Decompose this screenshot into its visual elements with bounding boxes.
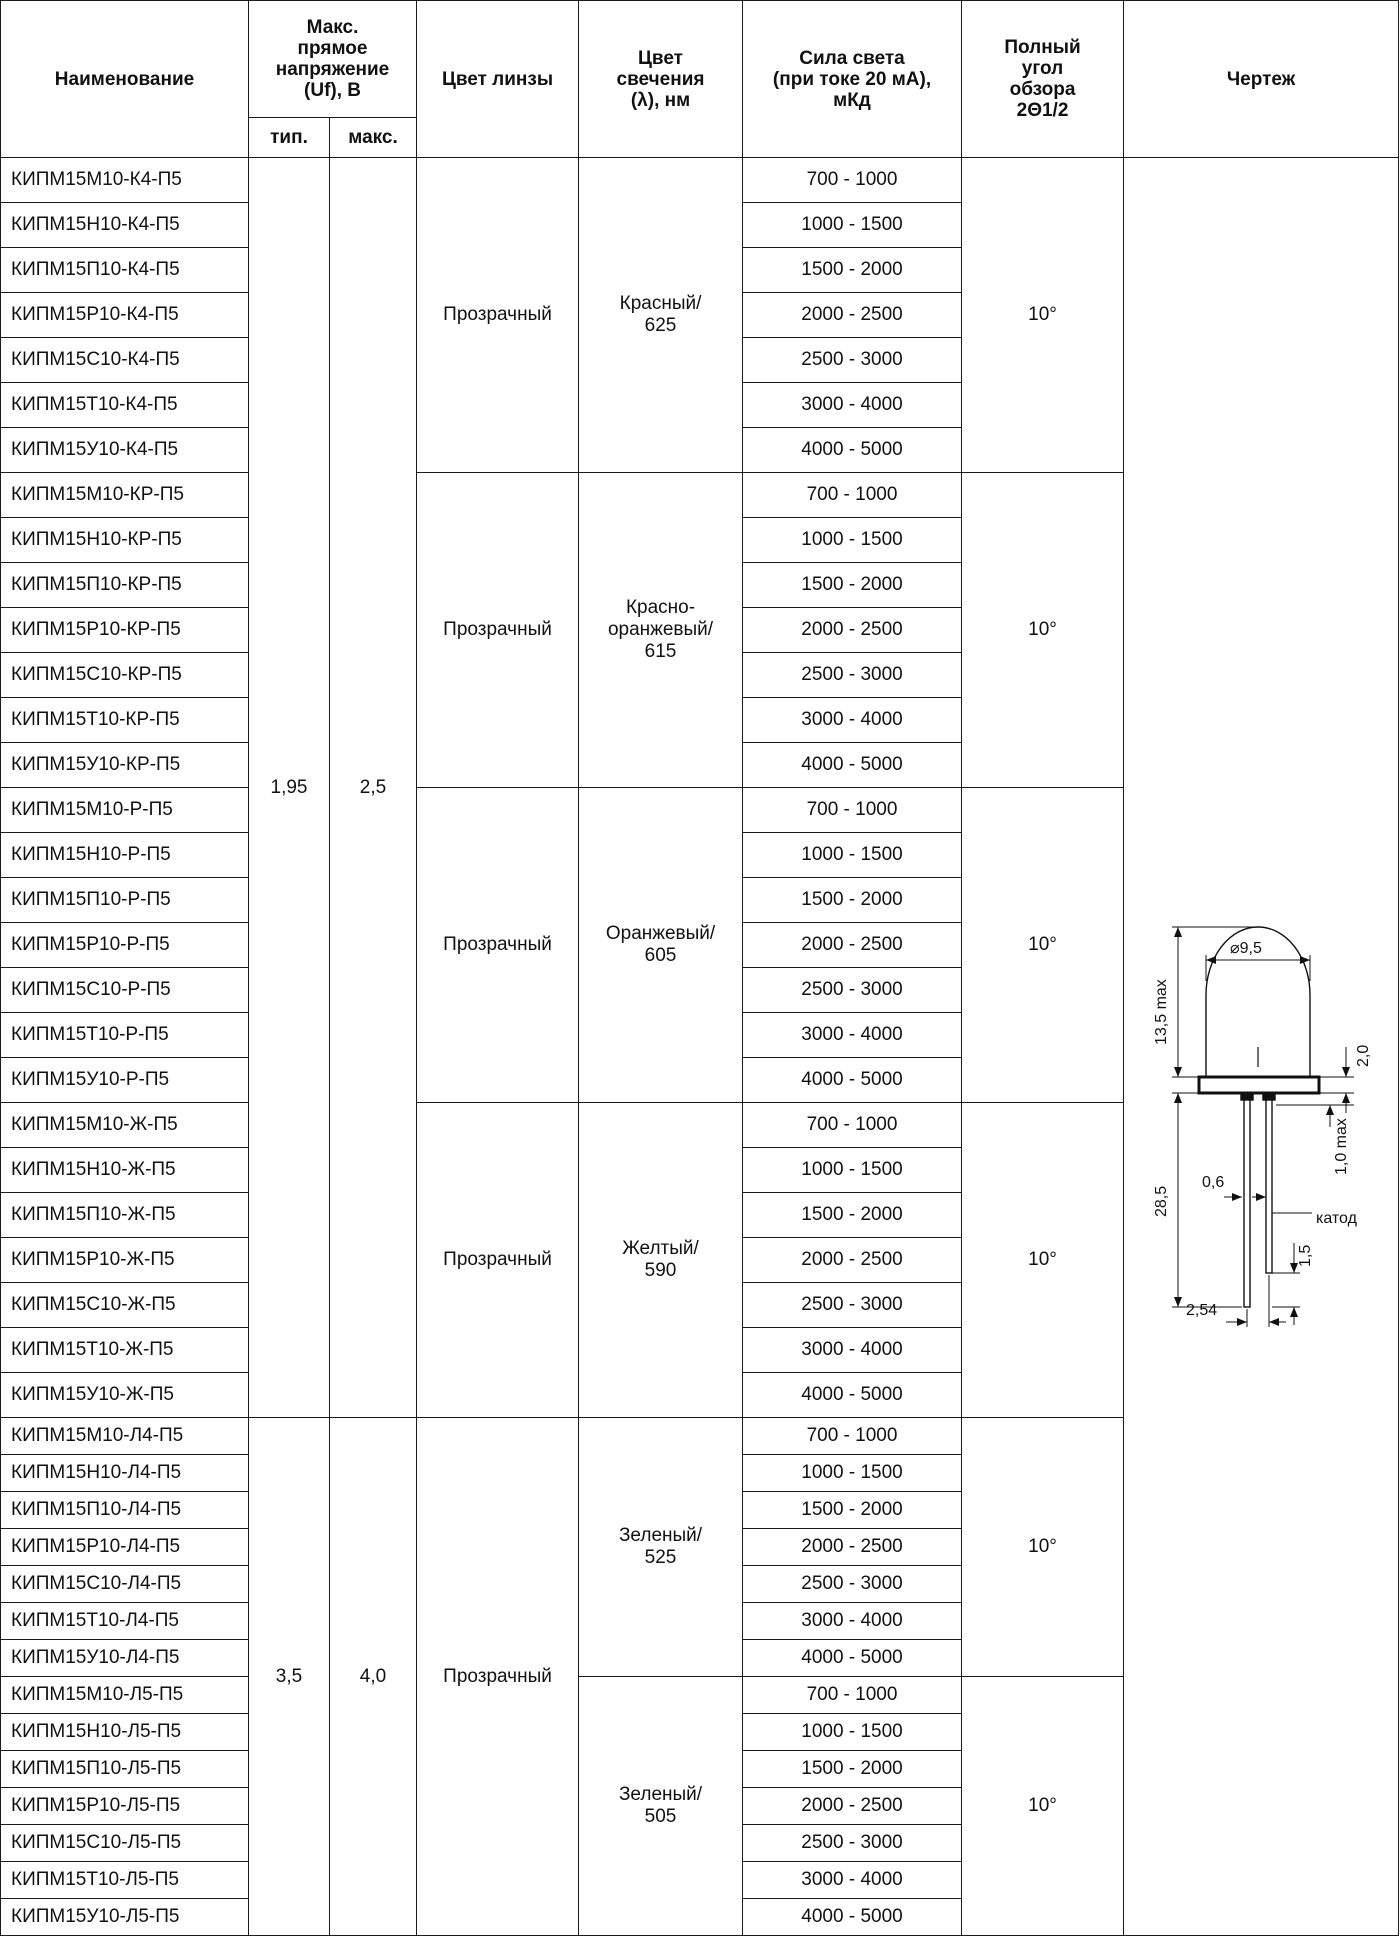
- table-body: [1, 158, 1399, 1936]
- led-dimension-drawing: [1126, 767, 1396, 1327]
- luminous-intensity: 4000 - 5000: [743, 1640, 962, 1677]
- luminous-intensity: 2500 - 3000: [743, 1566, 962, 1603]
- product-name: КИПМ15П10-Ж-П5: [1, 1193, 249, 1238]
- luminous-intensity: 1500 - 2000: [743, 563, 962, 608]
- luminous-intensity: 2500 - 3000: [743, 1283, 962, 1328]
- lens-color: Прозрачный: [417, 473, 579, 788]
- view-angle: 10°: [962, 788, 1124, 1103]
- product-name: КИПМ15С10-К4-П5: [1, 338, 249, 383]
- product-name: КИПМ15С10-КР-П5: [1, 653, 249, 698]
- dim-lead-length: 28,5: [1153, 1185, 1171, 1217]
- cathode-label: катод: [1316, 1209, 1357, 1227]
- product-name: КИПМ15У10-КР-П5: [1, 743, 249, 788]
- header-view-angle: Полный угол обзора 2Θ1/2: [962, 1, 1124, 158]
- luminous-intensity: 4000 - 5000: [743, 1373, 962, 1418]
- product-name: КИПМ15П10-Л4-П5: [1, 1492, 249, 1529]
- view-angle: 10°: [962, 473, 1124, 788]
- luminous-intensity: 1500 - 2000: [743, 1193, 962, 1238]
- luminous-intensity: 3000 - 4000: [743, 1013, 962, 1058]
- product-name: КИПМ15С10-Л5-П5: [1, 1825, 249, 1862]
- glow-color: Желтый/ 590: [579, 1103, 743, 1418]
- product-name: КИПМ15У10-Л5-П5: [1, 1899, 249, 1936]
- luminous-intensity: 2000 - 2500: [743, 293, 962, 338]
- luminous-intensity: 3000 - 4000: [743, 1862, 962, 1899]
- luminous-intensity: 2500 - 3000: [743, 968, 962, 1013]
- luminous-intensity: 700 - 1000: [743, 788, 962, 833]
- product-name: КИПМ15Р10-К4-П5: [1, 293, 249, 338]
- luminous-intensity: 2500 - 3000: [743, 653, 962, 698]
- view-angle: 10°: [962, 1418, 1124, 1677]
- product-name: КИПМ15М10-Р-П5: [1, 788, 249, 833]
- product-name: КИПМ15М10-Л5-П5: [1, 1677, 249, 1714]
- header-drawing: Чертеж: [1124, 1, 1399, 158]
- luminous-intensity: 1500 - 2000: [743, 248, 962, 293]
- luminous-intensity: 700 - 1000: [743, 473, 962, 518]
- product-name: КИПМ15У10-Л4-П5: [1, 1640, 249, 1677]
- dim-lead-step: 1,5: [1297, 1244, 1315, 1267]
- glow-color: Оранжевый/ 605: [579, 788, 743, 1103]
- product-name: КИПМ15П10-КР-П5: [1, 563, 249, 608]
- luminous-intensity: 3000 - 4000: [743, 1603, 962, 1640]
- header-luminous-intensity: Сила света (при токе 20 мА), мКд: [743, 1, 962, 158]
- dim-pitch: 2,54: [1186, 1301, 1218, 1319]
- dim-flange-gap: 1,0 max: [1333, 1117, 1351, 1175]
- header-max: макс.: [330, 118, 417, 158]
- product-name: КИПМ15У10-К4-П5: [1, 428, 249, 473]
- view-angle: 10°: [962, 158, 1124, 473]
- voltage-typ: 3,5: [249, 1418, 330, 1936]
- drawing-cell: [1124, 158, 1399, 1936]
- dim-height: 13,5 max: [1153, 978, 1171, 1045]
- product-name: КИПМ15Р10-Л5-П5: [1, 1788, 249, 1825]
- luminous-intensity: 4000 - 5000: [743, 1058, 962, 1103]
- led-cathode-lead: [1266, 1093, 1272, 1273]
- luminous-intensity: 2500 - 3000: [743, 1825, 962, 1862]
- luminous-intensity: 2000 - 2500: [743, 1529, 962, 1566]
- lens-color: Прозрачный: [417, 1418, 579, 1936]
- luminous-intensity: 4000 - 5000: [743, 428, 962, 473]
- product-name: КИПМ15С10-Л4-П5: [1, 1566, 249, 1603]
- luminous-intensity: 2000 - 2500: [743, 1238, 962, 1283]
- voltage-max: 4,0: [330, 1418, 417, 1936]
- luminous-intensity: 1000 - 1500: [743, 518, 962, 563]
- product-name: КИПМ15М10-Ж-П5: [1, 1103, 249, 1148]
- product-name: КИПМ15С10-Ж-П5: [1, 1283, 249, 1328]
- luminous-intensity: 1000 - 1500: [743, 1148, 962, 1193]
- product-name: КИПМ15Р10-Р-П5: [1, 923, 249, 968]
- luminous-intensity: 700 - 1000: [743, 1677, 962, 1714]
- product-name: КИПМ15Т10-К4-П5: [1, 383, 249, 428]
- luminous-intensity: 4000 - 5000: [743, 743, 962, 788]
- luminous-intensity: 4000 - 5000: [743, 1899, 962, 1936]
- product-name: КИПМ15П10-Р-П5: [1, 878, 249, 923]
- product-name: КИПМ15Н10-Л5-П5: [1, 1714, 249, 1751]
- glow-color: Зеленый/ 505: [579, 1677, 743, 1936]
- lens-color: Прозрачный: [417, 788, 579, 1103]
- product-name: КИПМ15М10-КР-П5: [1, 473, 249, 518]
- luminous-intensity: 1500 - 2000: [743, 1492, 962, 1529]
- luminous-intensity: 700 - 1000: [743, 1418, 962, 1455]
- product-name: КИПМ15М10-Л4-П5: [1, 1418, 249, 1455]
- product-name: КИПМ15Н10-Р-П5: [1, 833, 249, 878]
- product-name: КИПМ15Т10-КР-П5: [1, 698, 249, 743]
- dim-lead-width: 0,6: [1202, 1173, 1225, 1191]
- header-typ: тип.: [249, 118, 330, 158]
- product-name: КИПМ15Т10-Р-П5: [1, 1013, 249, 1058]
- luminous-intensity: 3000 - 4000: [743, 383, 962, 428]
- glow-color: Красный/ 625: [579, 158, 743, 473]
- product-name: КИПМ15П10-К4-П5: [1, 248, 249, 293]
- product-name: КИПМ15Н10-КР-П5: [1, 518, 249, 563]
- header-name: Наименование: [1, 1, 249, 158]
- product-name: КИПМ15Т10-Ж-П5: [1, 1328, 249, 1373]
- product-name: КИПМ15Р10-Ж-П5: [1, 1238, 249, 1283]
- luminous-intensity: 1000 - 1500: [743, 1455, 962, 1492]
- view-angle: 10°: [962, 1103, 1124, 1418]
- product-name: КИПМ15Н10-К4-П5: [1, 203, 249, 248]
- luminous-intensity: 700 - 1000: [743, 158, 962, 203]
- product-name: КИПМ15Т10-Л5-П5: [1, 1862, 249, 1899]
- product-name: КИПМ15П10-Л5-П5: [1, 1751, 249, 1788]
- luminous-intensity: 2500 - 3000: [743, 338, 962, 383]
- lens-color: Прозрачный: [417, 158, 579, 473]
- product-name: КИПМ15Р10-КР-П5: [1, 608, 249, 653]
- led-flange: [1199, 1077, 1319, 1093]
- product-name: КИПМ15У10-Р-П5: [1, 1058, 249, 1103]
- product-name: КИПМ15Р10-Л4-П5: [1, 1529, 249, 1566]
- header-lens: Цвет линзы: [417, 1, 579, 158]
- product-name: КИПМ15У10-Ж-П5: [1, 1373, 249, 1418]
- luminous-intensity: 3000 - 4000: [743, 1328, 962, 1373]
- lens-color: Прозрачный: [417, 1103, 579, 1418]
- voltage-max: 2,5: [330, 158, 417, 1418]
- luminous-intensity: 1500 - 2000: [743, 1751, 962, 1788]
- luminous-intensity: 2000 - 2500: [743, 923, 962, 968]
- product-name: КИПМ15Н10-Ж-П5: [1, 1148, 249, 1193]
- product-name: КИПМ15Т10-Л4-П5: [1, 1603, 249, 1640]
- voltage-typ: 1,95: [249, 158, 330, 1418]
- dim-diameter: ⌀9,5: [1230, 939, 1262, 957]
- dim-flange: 2,0: [1355, 1044, 1373, 1067]
- product-name: КИПМ15Н10-Л4-П5: [1, 1455, 249, 1492]
- table-row: [1, 158, 1399, 203]
- luminous-intensity: 1000 - 1500: [743, 833, 962, 878]
- luminous-intensity: 3000 - 4000: [743, 698, 962, 743]
- led-anode-lead: [1244, 1093, 1250, 1307]
- luminous-intensity: 700 - 1000: [743, 1103, 962, 1148]
- header-glow: Цвет свечения (λ), нм: [579, 1, 743, 158]
- luminous-intensity: 2000 - 2500: [743, 1788, 962, 1825]
- luminous-intensity: 1000 - 1500: [743, 1714, 962, 1751]
- view-angle: 10°: [962, 1677, 1124, 1936]
- glow-color: Зеленый/ 525: [579, 1418, 743, 1677]
- header-voltage: Макс. прямое напряжение (Uf), В: [249, 1, 417, 118]
- luminous-intensity: 1000 - 1500: [743, 203, 962, 248]
- product-name: КИПМ15С10-Р-П5: [1, 968, 249, 1013]
- product-name: КИПМ15М10-К4-П5: [1, 158, 249, 203]
- luminous-intensity: 2000 - 2500: [743, 608, 962, 653]
- luminous-intensity: 1500 - 2000: [743, 878, 962, 923]
- glow-color: Красно- оранжевый/ 615: [579, 473, 743, 788]
